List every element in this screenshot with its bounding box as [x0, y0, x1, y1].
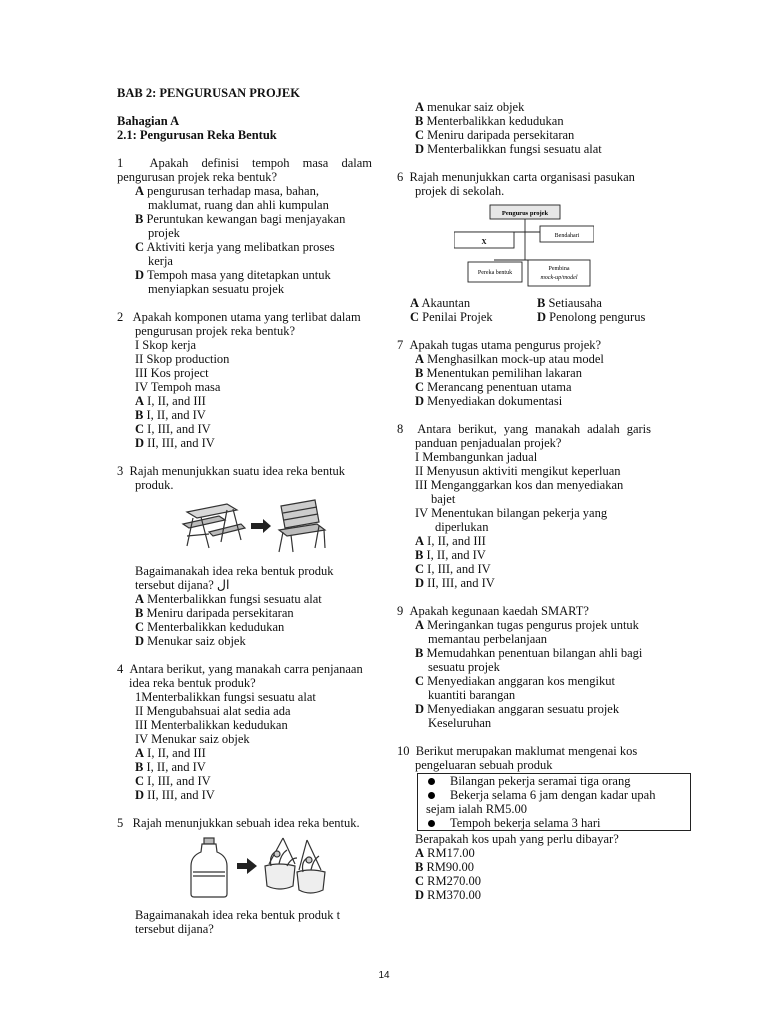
q8-item-2: II Menyusun aktiviti mengikut keperluan [415, 464, 621, 478]
q2-item-4: IV Tempoh masa [135, 380, 221, 394]
org-label-pereka: Pereka bentuk [477, 270, 513, 276]
q9-stem: 9 Apakah kegunaan kaedah SMART? [397, 604, 589, 618]
org-label-top: Pengurus projek [501, 210, 549, 217]
q5-question-line-1: Bagaimanakah idea reka bentuk produk t [135, 908, 341, 922]
q9-option-a: A Meringankan tugas pengurus projek untuk [415, 618, 639, 632]
org-label-pembina-2: mock-up/model [540, 275, 578, 281]
q4-item-3: III Menterbalikkan kedudukan [135, 718, 288, 732]
q3-question-line-2: tersebut dijana? ال [135, 578, 230, 592]
q10-option-d: D RM370.00 [415, 888, 481, 902]
planter-left-icon [265, 864, 295, 889]
table-top-icon [187, 504, 237, 518]
q2-item-1: I Skop kerja [135, 338, 197, 352]
q9-option-b: B Memudahkan penentuan bilangan ahli bagi [415, 646, 643, 660]
q1-option-d: D Tempoh masa yang ditetapkan untuk [135, 268, 331, 282]
q1-option-c: C Aktiviti kerja yang melibatkan proses [135, 240, 335, 254]
q7-option-a: A Menghasilkan mock-up atau model [415, 352, 604, 366]
q7-option-c: C Merancang penentuan utama [415, 380, 572, 394]
q10-bullet-1: Bilangan pekerja seramai tiga orang [424, 774, 690, 788]
q9-option-c: C Menyediakan anggaran kos mengikut [415, 674, 615, 688]
bottle-planter-figure [117, 836, 372, 902]
q3-option-b: B Meniru daripada persekitaran [135, 606, 294, 620]
q9-option-b-cont: sesuatu projek [428, 660, 500, 674]
q9-option-d-cont: Keseluruhan [428, 716, 492, 730]
org-label-bendahari: Bendahari [554, 233, 580, 239]
q10-bullet-3: Tempoh bekerja selama 3 hari [424, 816, 690, 830]
q8-item-3-cont: bajet [431, 492, 456, 506]
q6-option-c: C Penilai Projek [410, 310, 493, 324]
q1-option-d-cont: menyiapkan sesuatu projek [148, 282, 285, 296]
q2-item-2: II Skop production [135, 352, 230, 366]
q3-question-line-1: Bagaimanakah idea reka bentuk produk [135, 564, 334, 578]
right-column [397, 100, 692, 902]
org-label-x: X [481, 238, 487, 246]
bullet-icon [424, 788, 450, 802]
org-box-pembina [528, 260, 590, 286]
subsection-title: 2.1: Pengurusan Reka Bentuk [117, 128, 277, 142]
q5-option-b: B Menterbalikkan kedudukan [415, 114, 564, 128]
q10-option-b: B RM90.00 [415, 860, 475, 874]
question-10 [397, 744, 692, 902]
q1-option-b-cont: projek [148, 226, 180, 240]
q8-option-c: C I, III, and IV [415, 562, 491, 576]
q2-option-b: B I, II, and IV [135, 408, 206, 422]
q5-options [397, 100, 692, 156]
left-column [117, 86, 372, 936]
q7-option-d: D Menyediakan dokumentasi [415, 394, 563, 408]
q2-item-3: III Kos project [135, 366, 209, 380]
q6-option-b: B Setiausaha [537, 296, 602, 310]
q5-option-a: A menukar saiz objek [415, 100, 525, 114]
bench-figure-svg [179, 498, 329, 554]
bottle-icon [191, 844, 227, 897]
q8-option-a: A I, II, and III [415, 534, 486, 548]
q1-stem-line-2: pengurusan projek reka bentuk? [117, 170, 278, 184]
question-8 [397, 422, 692, 590]
arrow-right-icon [251, 519, 271, 533]
question-1 [117, 156, 372, 296]
q4-option-c: C I, III, and IV [135, 774, 211, 788]
q4-item-2: II Mengubahsuai alat sedia ada [135, 704, 291, 718]
q1-option-a-cont: maklumat, ruang dan ahli kumpulan [148, 198, 329, 212]
q4-option-d: D II, III, and IV [135, 788, 215, 802]
q10-bullet-2: Bekerja selama 6 jam dengan kadar upah [424, 788, 690, 802]
chapter-title: BAB 2: PENGURUSAN PROJEK [117, 86, 300, 100]
org-chart-svg [454, 204, 594, 288]
question-6 [397, 170, 692, 324]
q10-question: Berapakah kos upah yang perlu dibayar? [415, 832, 619, 846]
q9-option-d: D Menyediakan anggaran sesuatu projek [415, 702, 620, 716]
q9-option-c-cont: kuantiti barangan [428, 688, 516, 702]
q4-option-b: B I, II, and IV [135, 760, 206, 774]
q10-option-a: A RM17.00 [415, 846, 475, 860]
q7-option-b: B Menentukan pemilihan lakaran [415, 366, 582, 380]
q10-stem-line-1: 10 Berikut merupakan maklumat mengenai kos [397, 744, 638, 758]
question-7 [397, 338, 692, 408]
q3-option-c: C Menterbalikkan kedudukan [135, 620, 285, 634]
q8-item-4: IV Menentukan bilangan pekerja yang [415, 506, 608, 520]
planter-right-icon [297, 870, 325, 893]
q10-option-c: C RM270.00 [415, 874, 481, 888]
q3-stem-line-1: 3 Rajah menunjukkan suatu idea reka bentuk [117, 464, 346, 478]
question-9 [397, 604, 692, 730]
question-4 [117, 662, 372, 802]
org-label-pembina-1: Pembina [548, 266, 570, 272]
bottle-figure-svg [187, 836, 337, 898]
q5-stem-line-1: 5 Rajah menunjukkan sebuah idea reka bentuk. [117, 816, 360, 830]
page-number: 14 [378, 970, 390, 981]
q10-info-box [417, 773, 691, 831]
q3-stem-line-2: produk. [135, 478, 174, 492]
bench-transform-figure [117, 498, 372, 558]
q5-option-d: D Menterbalikkan fungsi sesuatu alat [415, 142, 602, 156]
arrow-right-icon [237, 858, 257, 874]
section-title: Bahagian A [117, 114, 180, 128]
q10-stem-line-2: pengeluaran sebuah produk [415, 758, 553, 772]
q1-option-a: A pengurusan terhadap masa, bahan, [135, 184, 319, 198]
question-2 [117, 310, 372, 450]
q10-bullet-2-cont: sejam ialah RM5.00 [426, 802, 528, 816]
q1-stem-line-1: 1 Apakah definisi tempoh masa dalam [117, 156, 372, 170]
q8-item-3: III Menganggarkan kos dan menyediakan [415, 478, 624, 492]
bottle-cap-icon [204, 838, 214, 844]
q4-stem-line-2: idea reka bentuk produk? [129, 676, 256, 690]
q8-stem-line-1: 8 Antara berikut, yang manakah adalah garis [397, 422, 652, 436]
q2-stem-line-1: 2 Apakah komponen utama yang terlibat dalam [117, 310, 361, 324]
question-3 [117, 464, 372, 648]
q4-item-4: IV Menukar saiz objek [135, 732, 250, 746]
q3-option-d: D Menukar saiz objek [135, 634, 246, 648]
q4-stem-line-1: 4 Antara berikut, yang manakah carra penjanaan [117, 662, 363, 676]
org-chart [454, 204, 692, 292]
q6-options-row-1 [397, 296, 692, 310]
q5-option-c: C Meniru daripada persekitaran [415, 128, 575, 142]
q8-item-4-cont: diperlukan [435, 520, 489, 534]
question-5 [117, 816, 372, 936]
q2-stem-line-2: pengurusan projek reka bentuk? [135, 324, 296, 338]
q4-item-1: 1Menterbalikkan fungsi sesuatu alat [135, 690, 316, 704]
q6-options-row-2 [397, 310, 692, 324]
q6-stem-line-2: projek di sekolah. [415, 184, 505, 198]
q2-option-d: D II, III, and IV [135, 436, 215, 450]
q4-option-a: A I, II, and III [135, 746, 206, 760]
q3-option-a: A Menterbalikkan fungsi sesuatu alat [135, 592, 322, 606]
q8-item-1: I Membangunkan jadual [415, 450, 538, 464]
q9-option-a-cont: memantau perbelanjaan [428, 632, 548, 646]
bench-back-icon [281, 500, 319, 528]
q7-stem: 7 Apakah tugas utama pengurus projek? [397, 338, 602, 352]
q6-option-a: A Akauntan [410, 296, 471, 310]
q8-stem-line-2: panduan penjadualan projek? [415, 436, 562, 450]
q8-option-b: B I, II, and IV [415, 548, 486, 562]
q6-option-d: D Penolong pengurus [537, 310, 646, 324]
bullet-icon [424, 774, 450, 788]
q2-option-a: A I, II, and III [135, 394, 206, 408]
q8-option-d: D II, III, and IV [415, 576, 495, 590]
bullet-icon [424, 816, 450, 830]
q2-option-c: C I, III, and IV [135, 422, 211, 436]
q6-stem-line-1: 6 Rajah menunjukkan carta organisasi pasukan [397, 170, 635, 184]
q1-option-b: B Peruntukan kewangan bagi menjayakan [135, 212, 346, 226]
q1-option-c-cont: kerja [148, 254, 173, 268]
q5-question-line-2: tersebut dijana? [135, 922, 214, 936]
